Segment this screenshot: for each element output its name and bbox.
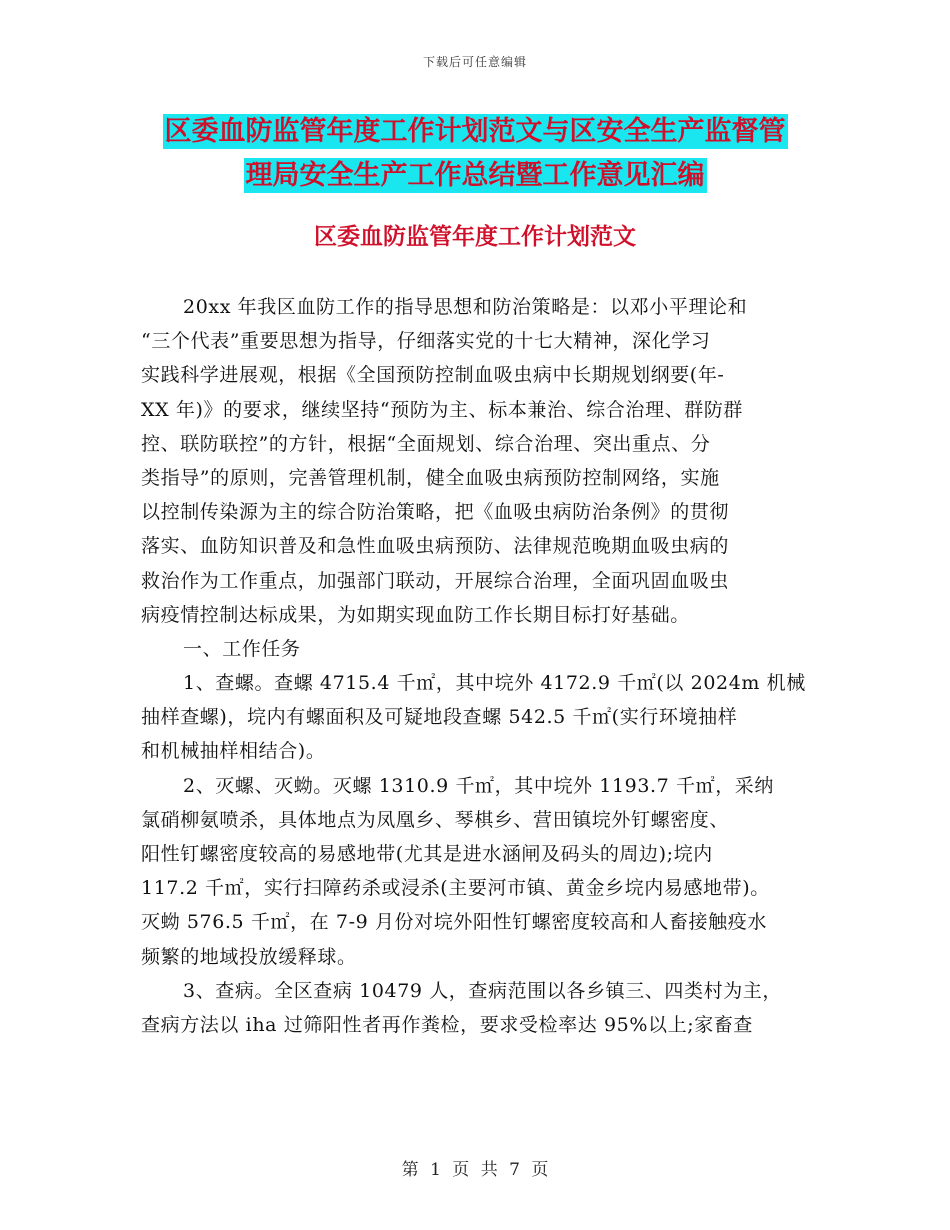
body-text-line: “三个代表”重要思想为指导，仔细落实党的十七大精神，深化学习 xyxy=(141,330,711,353)
body-text-line: 抽样查螺)，垸内有螺面积及可疑地段查螺 542.5 千㎡(实行环境抽样 xyxy=(141,706,738,729)
body-text-line: 类指导”的原则，完善管理机制，健全血吸虫病预防控制网络，实施 xyxy=(141,466,720,489)
document-title xyxy=(0,110,950,198)
body-text-line: 2、灭螺、灭蚴。灭螺 1310.9 千㎡，其中垸外 1193.7 千㎡，采纳 xyxy=(183,774,775,797)
body-text-line: 救治作为工作重点，加强部门联动，开展综合治理，全面巩固血吸虫 xyxy=(141,569,730,592)
title-line-2 xyxy=(0,154,950,198)
body-text-line: 以控制传染源为主的综合防治策略，把《血吸虫病防治条例》的贯彻 xyxy=(141,501,730,524)
body-text-line: 实践科学进展观，根据《全国预防控制血吸虫病中长期规划纲要(年- xyxy=(141,364,725,387)
body-text-line: 117.2 千㎡，实行扫障药杀或浸杀(主要河市镇、黄金乡垸内易感地带)。 xyxy=(141,877,770,900)
document-body xyxy=(141,290,811,1042)
body-text-line: 病疫情控制达标成果，为如期实现血防工作长期目标打好基础。 xyxy=(141,603,690,626)
body-text-line: 灭蚴 576.5 千㎡，在 7-9 月份对垸外阳性钉螺密度较高和人畜接触疫水 xyxy=(141,911,767,934)
section-title: 区委血防监管年度工作计划范文 xyxy=(314,224,636,250)
title-line-2-text: 理局安全生产工作总结暨工作意见汇编 xyxy=(245,160,705,191)
body-text-line: 一、工作任务 xyxy=(183,637,301,660)
body-text-line: 阳性钉螺密度较高的易感地带(尤其是进水涵闸及码头的周边);垸内 xyxy=(141,843,713,865)
header-note: 下载后可任意编辑 xyxy=(422,55,527,69)
page-footer: 第 1 页 共 7 页 xyxy=(401,1160,549,1180)
title-line-1 xyxy=(0,110,950,154)
body-text-line: 氯硝柳氨喷杀，具体地点为凤凰乡、琴棋乡、营田镇垸外钉螺密度、 xyxy=(141,808,730,831)
body-text-line: 1、查螺。查螺 4715.4 千㎡，其中垸外 4172.9 千㎡(以 2024m 机械 xyxy=(183,672,806,695)
body-text-line: 和机械抽样相结合)。 xyxy=(141,740,326,763)
body-text-line: XX 年)》的要求，继续坚持“预防为主、标本兼治、综合治理、群防群 xyxy=(141,398,744,421)
body-text-line: 3、查病。全区查病 10479 人，查病范围以各乡镇三、四类村为主， xyxy=(183,979,783,1002)
body-text-line: 落实、血防知识普及和急性血吸虫病预防、法律规范晚期血吸虫病的 xyxy=(141,535,730,558)
body-text-line: 查病方法以 iha 过筛阳性者再作粪检，要求受检率达 95%以上;家畜查 xyxy=(141,1013,753,1036)
body-text-line: 频繁的地域投放缓释球。 xyxy=(141,945,357,968)
body-text-line: 控、联防联控”的方针，根据“全面规划、综合治理、突出重点、分 xyxy=(141,432,711,455)
title-line-1-text: 区委血防监管年度工作计划范文与区安全生产监督管 xyxy=(164,116,786,147)
body-text-line: 20xx 年我区血防工作的指导思想和防治策略是：以邓小平理论和 xyxy=(183,296,748,318)
